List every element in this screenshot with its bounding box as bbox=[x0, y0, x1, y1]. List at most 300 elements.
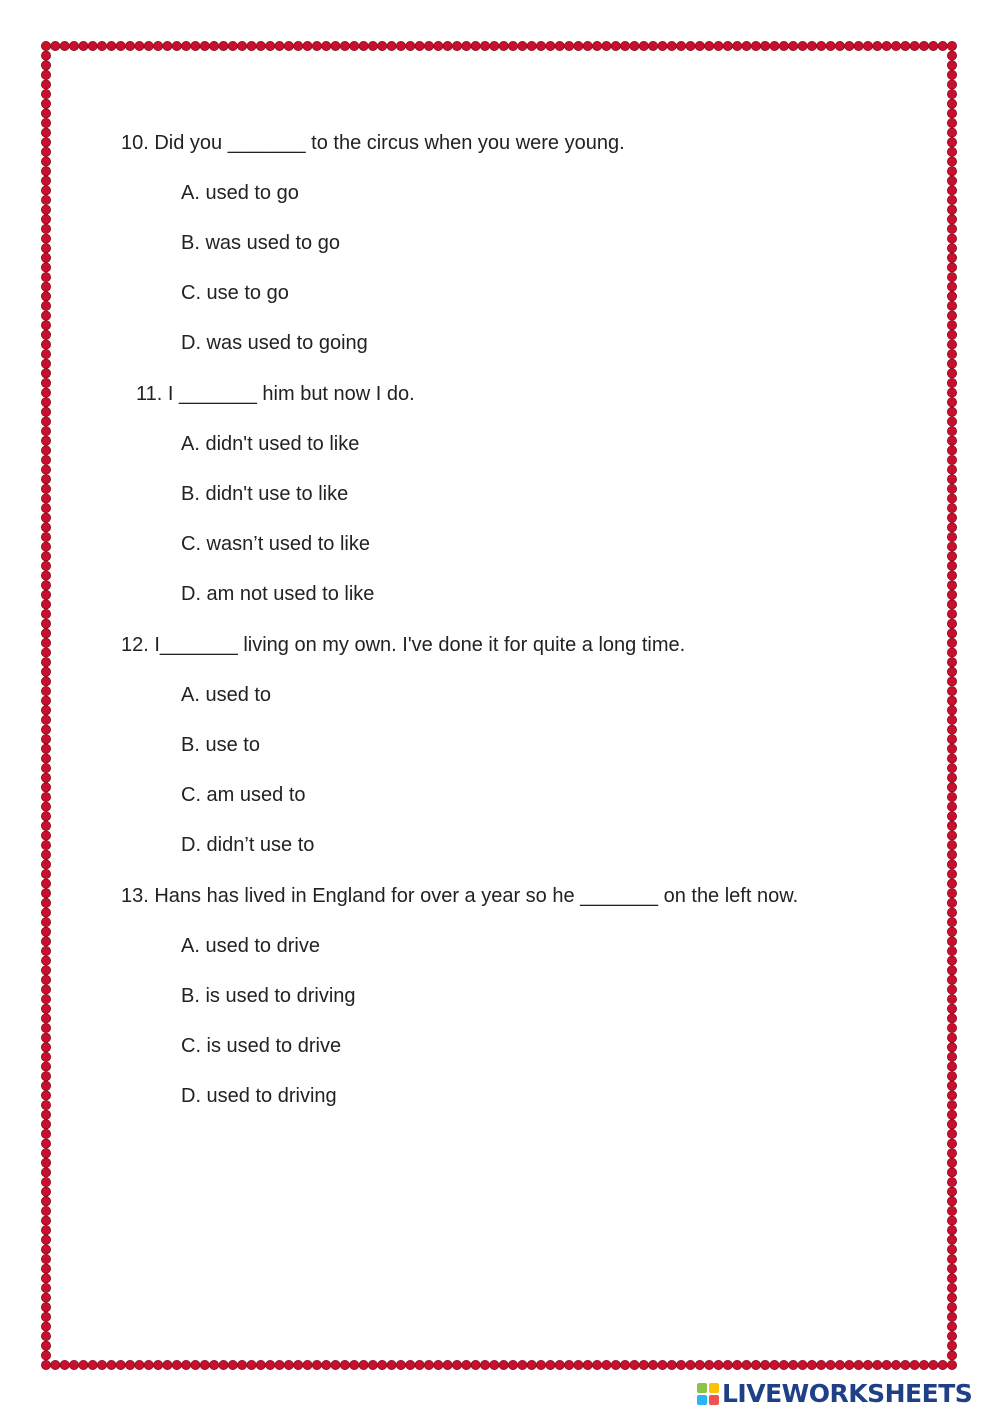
border-bead bbox=[41, 1129, 50, 1138]
border-bead bbox=[947, 234, 956, 243]
border-bead bbox=[41, 600, 50, 609]
border-bead bbox=[406, 41, 415, 50]
border-bead bbox=[938, 41, 947, 50]
question-10-option-a: A. used to go bbox=[181, 182, 299, 204]
border-bead bbox=[303, 41, 312, 50]
border-bead bbox=[751, 41, 760, 50]
border-bead bbox=[284, 41, 293, 50]
border-bead bbox=[947, 1158, 956, 1167]
border-bead bbox=[41, 398, 50, 407]
border-bead bbox=[919, 1360, 928, 1369]
border-bead bbox=[41, 70, 50, 79]
border-bead bbox=[611, 41, 620, 50]
border-bead bbox=[947, 600, 956, 609]
border-bead bbox=[639, 1360, 648, 1369]
border-bead bbox=[41, 176, 50, 185]
border-bead bbox=[947, 118, 956, 127]
border-bead bbox=[97, 1360, 106, 1369]
border-bead bbox=[41, 590, 50, 599]
border-bead bbox=[947, 70, 956, 79]
border-bead bbox=[602, 1360, 611, 1369]
border-bead bbox=[41, 90, 50, 99]
border-bead bbox=[947, 918, 956, 927]
border-bead bbox=[41, 744, 50, 753]
border-bead bbox=[490, 41, 499, 50]
border-bead bbox=[41, 898, 50, 907]
border-bead bbox=[41, 253, 50, 262]
border-bead bbox=[41, 696, 50, 705]
border-bead bbox=[41, 946, 50, 955]
border-bead bbox=[611, 1360, 620, 1369]
border-bead bbox=[947, 157, 956, 166]
border-bead bbox=[658, 41, 667, 50]
border-bead bbox=[452, 41, 461, 50]
border-bead bbox=[947, 609, 956, 618]
border-bead bbox=[733, 1360, 742, 1369]
border-bead bbox=[41, 1062, 50, 1071]
border-bead bbox=[947, 1081, 956, 1090]
border-bead bbox=[947, 350, 956, 359]
border-bead bbox=[41, 1139, 50, 1148]
border-bead bbox=[41, 513, 50, 522]
border-bead bbox=[947, 1149, 956, 1158]
border-bead bbox=[41, 311, 50, 320]
border-bead bbox=[947, 1062, 956, 1071]
question-13-option-c: C. is used to drive bbox=[181, 1035, 342, 1057]
border-bead bbox=[144, 1360, 153, 1369]
border-bead bbox=[947, 629, 956, 638]
border-bead bbox=[415, 1360, 424, 1369]
border-bead bbox=[41, 359, 50, 368]
border-bead bbox=[41, 715, 50, 724]
border-bead bbox=[219, 1360, 228, 1369]
border-bead bbox=[41, 821, 50, 830]
border-bead bbox=[41, 802, 50, 811]
border-bead bbox=[41, 889, 50, 898]
border-bead bbox=[41, 523, 50, 532]
border-bead bbox=[947, 186, 956, 195]
border-bead bbox=[546, 41, 555, 50]
border-bead bbox=[947, 138, 956, 147]
border-bead bbox=[41, 985, 50, 994]
question-12-option-c: C. am used to bbox=[181, 784, 306, 806]
border-bead bbox=[947, 224, 956, 233]
border-bead bbox=[499, 1360, 508, 1369]
border-bead bbox=[200, 41, 209, 50]
border-bead bbox=[41, 1293, 50, 1302]
border-bead bbox=[947, 725, 956, 734]
border-bead bbox=[331, 1360, 340, 1369]
border-bead bbox=[41, 1303, 50, 1312]
border-bead bbox=[163, 41, 172, 50]
border-bead bbox=[873, 1360, 882, 1369]
border-bead bbox=[947, 147, 956, 156]
border-bead bbox=[41, 831, 50, 840]
border-bead bbox=[901, 41, 910, 50]
border-bead bbox=[751, 1360, 760, 1369]
border-bead bbox=[947, 561, 956, 570]
border-bead bbox=[41, 157, 50, 166]
border-bead bbox=[518, 41, 527, 50]
border-bead bbox=[649, 1360, 658, 1369]
border-bead bbox=[845, 1360, 854, 1369]
border-bead bbox=[41, 427, 50, 436]
border-bead bbox=[41, 80, 50, 89]
question-10-stem: 10. Did you _______ to the circus when you were young. bbox=[121, 132, 625, 154]
border-bead bbox=[41, 1283, 50, 1292]
border-bead bbox=[947, 995, 956, 1004]
border-bead bbox=[480, 1360, 489, 1369]
border-bead bbox=[238, 41, 247, 50]
border-bead bbox=[41, 1120, 50, 1129]
border-bead bbox=[574, 41, 583, 50]
border-bead bbox=[97, 41, 106, 50]
question-11-option-c: C. wasn’t used to like bbox=[181, 533, 370, 555]
border-bead bbox=[41, 292, 50, 301]
border-bead bbox=[947, 1235, 956, 1244]
border-bead bbox=[359, 41, 368, 50]
border-bead bbox=[947, 1245, 956, 1254]
border-bead bbox=[350, 1360, 359, 1369]
border-bead bbox=[172, 41, 181, 50]
border-bead bbox=[705, 1360, 714, 1369]
border-bead bbox=[947, 128, 956, 137]
border-bead bbox=[41, 1360, 50, 1369]
question-13-option-a: A. used to drive bbox=[181, 935, 320, 957]
border-bead bbox=[387, 41, 396, 50]
border-bead bbox=[191, 1360, 200, 1369]
border-bead bbox=[41, 918, 50, 927]
border-bead bbox=[947, 1351, 956, 1360]
border-bead bbox=[947, 841, 956, 850]
border-bead bbox=[41, 234, 50, 243]
border-bead bbox=[41, 908, 50, 917]
border-bead bbox=[817, 41, 826, 50]
border-bead bbox=[41, 41, 50, 50]
border-bead bbox=[947, 455, 956, 464]
border-bead bbox=[41, 1149, 50, 1158]
border-bead bbox=[135, 1360, 144, 1369]
border-bead bbox=[929, 41, 938, 50]
border-bead bbox=[322, 41, 331, 50]
border-bead bbox=[695, 1360, 704, 1369]
border-bead bbox=[947, 754, 956, 763]
border-bead bbox=[41, 1351, 50, 1360]
border-bead bbox=[41, 1004, 50, 1013]
border-bead bbox=[191, 41, 200, 50]
border-bead bbox=[658, 1360, 667, 1369]
border-bead bbox=[424, 1360, 433, 1369]
border-bead bbox=[789, 41, 798, 50]
border-bead bbox=[947, 494, 956, 503]
border-bead bbox=[574, 1360, 583, 1369]
border-bead bbox=[69, 1360, 78, 1369]
border-bead bbox=[41, 735, 50, 744]
border-bead bbox=[742, 41, 751, 50]
border-bead bbox=[947, 311, 956, 320]
border-bead bbox=[116, 41, 125, 50]
border-bead bbox=[667, 1360, 676, 1369]
border-bead bbox=[947, 744, 956, 753]
border-bead bbox=[41, 956, 50, 965]
border-bead bbox=[947, 436, 956, 445]
border-bead bbox=[41, 937, 50, 946]
border-bead bbox=[41, 1245, 50, 1254]
border-bead bbox=[41, 1043, 50, 1052]
border-bead bbox=[854, 1360, 863, 1369]
border-bead bbox=[947, 1322, 956, 1331]
border-bead bbox=[41, 1235, 50, 1244]
question-10-option-d: D. was used to going bbox=[181, 332, 368, 354]
border-bead bbox=[41, 629, 50, 638]
border-bead bbox=[947, 869, 956, 878]
border-bead bbox=[41, 109, 50, 118]
border-bead bbox=[41, 966, 50, 975]
border-bead bbox=[41, 417, 50, 426]
border-bead bbox=[41, 455, 50, 464]
border-bead bbox=[593, 41, 602, 50]
border-bead bbox=[947, 427, 956, 436]
border-bead bbox=[947, 51, 956, 60]
border-bead bbox=[312, 41, 321, 50]
border-bead bbox=[798, 1360, 807, 1369]
border-bead bbox=[41, 792, 50, 801]
question-12-option-b: B. use to bbox=[181, 734, 260, 756]
border-bead bbox=[41, 1023, 50, 1032]
border-bead bbox=[947, 1226, 956, 1235]
border-bead bbox=[303, 1360, 312, 1369]
border-bead bbox=[88, 1360, 97, 1369]
border-bead bbox=[275, 41, 284, 50]
border-bead bbox=[947, 407, 956, 416]
border-bead bbox=[378, 1360, 387, 1369]
border-bead bbox=[396, 1360, 405, 1369]
border-bead bbox=[41, 879, 50, 888]
border-bead bbox=[947, 1101, 956, 1110]
border-bead bbox=[41, 61, 50, 70]
border-bead bbox=[947, 205, 956, 214]
border-bead bbox=[340, 1360, 349, 1369]
question-10-option-c: C. use to go bbox=[181, 282, 289, 304]
border-bead bbox=[41, 282, 50, 291]
border-bead bbox=[41, 407, 50, 416]
border-bead bbox=[79, 41, 88, 50]
border-bead bbox=[41, 1274, 50, 1283]
border-bead bbox=[705, 41, 714, 50]
border-bead bbox=[630, 41, 639, 50]
border-bead bbox=[947, 590, 956, 599]
border-bead bbox=[947, 735, 956, 744]
border-bead bbox=[41, 1206, 50, 1215]
border-bead bbox=[947, 109, 956, 118]
border-bead bbox=[387, 1360, 396, 1369]
border-bead bbox=[41, 446, 50, 455]
border-bead bbox=[41, 860, 50, 869]
border-bead bbox=[947, 619, 956, 628]
border-bead bbox=[947, 889, 956, 898]
border-bead bbox=[434, 1360, 443, 1369]
border-bead bbox=[667, 41, 676, 50]
border-bead bbox=[947, 581, 956, 590]
border-bead bbox=[41, 677, 50, 686]
border-bead bbox=[947, 475, 956, 484]
question-12-option-d: D. didn’t use to bbox=[181, 834, 315, 856]
border-bead bbox=[256, 1360, 265, 1369]
border-bead bbox=[947, 850, 956, 859]
border-bead bbox=[947, 465, 956, 474]
border-bead bbox=[761, 1360, 770, 1369]
border-bead bbox=[107, 41, 116, 50]
border-bead bbox=[452, 1360, 461, 1369]
border-bead bbox=[415, 41, 424, 50]
border-bead bbox=[41, 1178, 50, 1187]
border-bead bbox=[60, 1360, 69, 1369]
border-bead bbox=[947, 1043, 956, 1052]
border-bead bbox=[947, 1023, 956, 1032]
border-bead bbox=[863, 1360, 872, 1369]
border-bead bbox=[144, 41, 153, 50]
border-bead bbox=[41, 244, 50, 253]
border-bead bbox=[41, 330, 50, 339]
border-bead bbox=[947, 195, 956, 204]
border-bead bbox=[947, 831, 956, 840]
border-bead bbox=[593, 1360, 602, 1369]
border-bead bbox=[947, 292, 956, 301]
border-bead bbox=[41, 812, 50, 821]
border-bead bbox=[947, 1110, 956, 1119]
border-bead bbox=[247, 41, 256, 50]
border-bead bbox=[947, 1216, 956, 1225]
border-bead bbox=[947, 1091, 956, 1100]
border-bead bbox=[41, 571, 50, 580]
border-bead bbox=[434, 41, 443, 50]
border-bead bbox=[947, 706, 956, 715]
border-bead bbox=[817, 1360, 826, 1369]
border-bead bbox=[41, 1341, 50, 1350]
border-bead bbox=[41, 388, 50, 397]
border-bead bbox=[947, 638, 956, 647]
border-bead bbox=[947, 966, 956, 975]
border-bead bbox=[294, 1360, 303, 1369]
border-bead bbox=[947, 1206, 956, 1215]
border-bead bbox=[368, 1360, 377, 1369]
border-bead bbox=[41, 475, 50, 484]
border-bead bbox=[723, 1360, 732, 1369]
border-bead bbox=[947, 301, 956, 310]
border-bead bbox=[947, 513, 956, 522]
border-bead bbox=[238, 1360, 247, 1369]
border-bead bbox=[947, 340, 956, 349]
border-bead bbox=[919, 41, 928, 50]
border-bead bbox=[41, 764, 50, 773]
border-bead bbox=[41, 532, 50, 541]
border-bead bbox=[359, 1360, 368, 1369]
border-bead bbox=[947, 99, 956, 108]
border-bead bbox=[247, 1360, 256, 1369]
border-bead bbox=[210, 41, 219, 50]
border-bead bbox=[182, 41, 191, 50]
border-bead bbox=[340, 41, 349, 50]
border-bead bbox=[826, 41, 835, 50]
border-bead bbox=[947, 908, 956, 917]
border-bead bbox=[41, 1052, 50, 1061]
border-bead bbox=[947, 282, 956, 291]
border-bead bbox=[51, 41, 60, 50]
border-bead bbox=[947, 1120, 956, 1129]
border-bead bbox=[686, 1360, 695, 1369]
border-bead bbox=[41, 224, 50, 233]
border-bead bbox=[826, 1360, 835, 1369]
border-bead bbox=[947, 812, 956, 821]
border-bead bbox=[41, 1264, 50, 1273]
border-bead bbox=[835, 41, 844, 50]
border-bead bbox=[947, 523, 956, 532]
border-bead bbox=[126, 41, 135, 50]
border-bead bbox=[480, 41, 489, 50]
border-bead bbox=[621, 41, 630, 50]
border-bead bbox=[910, 41, 919, 50]
border-bead bbox=[947, 417, 956, 426]
border-bead bbox=[41, 850, 50, 859]
border-bead bbox=[266, 1360, 275, 1369]
border-bead bbox=[41, 754, 50, 763]
border-bead bbox=[41, 1091, 50, 1100]
border-bead bbox=[41, 484, 50, 493]
border-bead bbox=[41, 1168, 50, 1177]
border-bead bbox=[947, 956, 956, 965]
border-bead bbox=[368, 41, 377, 50]
border-bead bbox=[396, 41, 405, 50]
border-bead bbox=[714, 41, 723, 50]
border-bead bbox=[41, 667, 50, 676]
border-bead bbox=[947, 821, 956, 830]
border-bead bbox=[41, 301, 50, 310]
border-bead bbox=[947, 215, 956, 224]
border-bead bbox=[882, 1360, 891, 1369]
border-bead bbox=[462, 1360, 471, 1369]
question-12-option-a: A. used to bbox=[181, 684, 272, 706]
border-bead bbox=[947, 1312, 956, 1321]
logo-blocks-icon bbox=[697, 1383, 719, 1405]
border-bead bbox=[60, 41, 69, 50]
border-bead bbox=[41, 995, 50, 1004]
border-bead bbox=[41, 205, 50, 214]
border-bead bbox=[200, 1360, 209, 1369]
border-bead bbox=[947, 253, 956, 262]
border-bead bbox=[41, 378, 50, 387]
border-bead bbox=[41, 1332, 50, 1341]
border-bead bbox=[947, 1072, 956, 1081]
border-bead bbox=[41, 1255, 50, 1264]
question-11-option-a: A. didn't used to like bbox=[181, 433, 360, 455]
border-bead bbox=[947, 176, 956, 185]
border-bead bbox=[947, 802, 956, 811]
border-bead bbox=[947, 273, 956, 282]
border-bead bbox=[41, 321, 50, 330]
border-bead bbox=[770, 41, 779, 50]
border-bead bbox=[947, 321, 956, 330]
border-bead bbox=[41, 1110, 50, 1119]
border-bead bbox=[41, 725, 50, 734]
border-bead bbox=[947, 715, 956, 724]
border-bead bbox=[947, 677, 956, 686]
border-bead bbox=[499, 41, 508, 50]
border-bead bbox=[41, 841, 50, 850]
border-bead bbox=[835, 1360, 844, 1369]
border-bead bbox=[947, 244, 956, 253]
border-bead bbox=[947, 667, 956, 676]
border-bead bbox=[135, 41, 144, 50]
